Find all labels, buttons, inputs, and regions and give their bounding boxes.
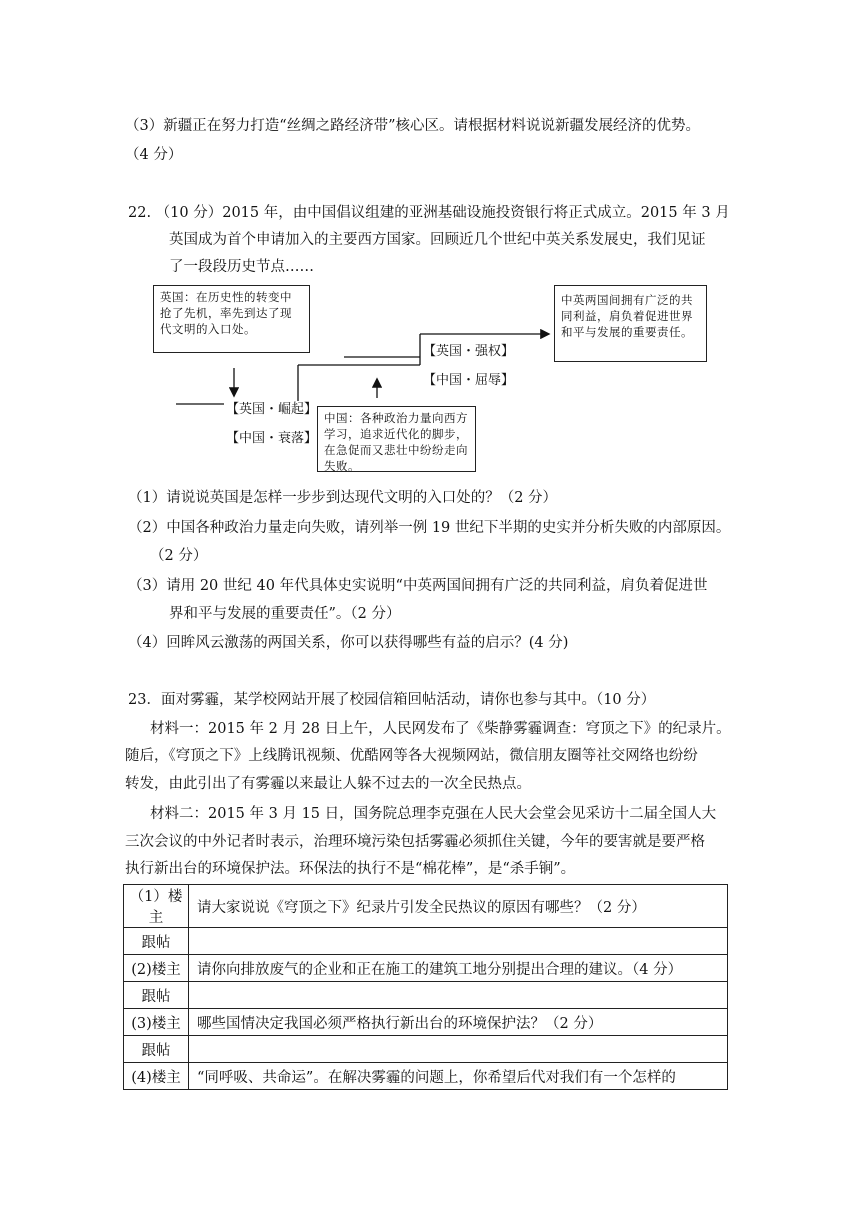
q23-material1-line2: 随后，《穹顶之下》上线腾讯视频、优酷网等各大视频网站，微信朋友圈等社交网络也纷纷 bbox=[125, 748, 698, 764]
row-role: 跟帖 bbox=[124, 928, 189, 955]
reply-field[interactable] bbox=[189, 928, 728, 955]
row-role: (3)楼主 bbox=[124, 1009, 189, 1036]
box-china: 中国：各种政治力量向西方学习，追求近代化的脚步，在急促而又悲壮中纷纷走向失败。 bbox=[317, 406, 476, 472]
q23-material1-line3: 转发，由此引出了有雾霾以来最让人躲不过去的一次全民热点。 bbox=[125, 776, 531, 792]
label-uk-rise: 【英国・崛起】 bbox=[226, 402, 318, 417]
row-text: 哪些国情决定我国必须严格执行新出台的环境保护法？（2 分） bbox=[189, 1009, 728, 1036]
table-row bbox=[124, 1036, 728, 1063]
q22-line3: 了一段段历史节点…… bbox=[169, 259, 314, 275]
row-role: 跟帖 bbox=[124, 1036, 189, 1063]
forum-table bbox=[123, 884, 728, 1090]
table-row bbox=[124, 885, 728, 928]
q22-sub4: （4）回眸风云激荡的两国关系，你可以获得哪些有益的启示？(4 分) bbox=[128, 635, 569, 651]
q23-material2-line1: 材料二：2015 年 3 月 15 日，国务院总理李克强在人民大会堂会见采访十二届全国人大 bbox=[150, 806, 717, 822]
q23-material1-line1: 材料一：2015 年 2 月 28 日上午，人民网发布了《柴静雾霾调查：穹顶之下》的纪录片。 bbox=[150, 721, 731, 737]
q23-line1: 23．面对雾霾，某学校网站开展了校园信箱回帖活动，请你也参与其中。（10 分） bbox=[128, 692, 656, 708]
row-text: “同呼吸、共命运”。在解决雾霾的问题上，你希望后代对我们有一个怎样的 bbox=[189, 1063, 728, 1090]
row-text: 请大家说说《穹顶之下》纪录片引发全民热议的原因有哪些？（2 分） bbox=[189, 885, 728, 928]
row-role: 跟帖 bbox=[124, 982, 189, 1009]
row-role: （1）楼主 bbox=[124, 885, 189, 928]
box-common-interest: 中英两国间拥有广泛的共同利益，肩负着促进世界和平与发展的重要责任。 bbox=[554, 285, 707, 362]
q22-line1: 22. （10 分）2015 年，由中国倡议组建的亚洲基础设施投资银行将正式成立。2015 年 3 月 bbox=[128, 205, 730, 221]
row-role: (2)楼主 bbox=[124, 955, 189, 982]
q22-sub3-line1: （3）请用 20 世纪 40 年代具体史实说明“中英两国间拥有广泛的共同利益，肩负着促进世 bbox=[128, 578, 708, 594]
q22-sub3-line2: 界和平与发展的重要责任”。（2 分） bbox=[169, 606, 401, 622]
row-role: (4)楼主 bbox=[124, 1063, 189, 1090]
box-britain: 英国：在历史性的转变中抢了先机，率先到达了现代文明的入口处。 bbox=[153, 285, 310, 353]
q23-material2-line2: 三次会议的中外记者时表示，治理环境污染包括雾霾必须抓住关键，今年的要害就是要严格 bbox=[125, 834, 705, 850]
label-uk-power: 【英国・强权】 bbox=[423, 344, 515, 359]
label-cn-decline: 【中国・衰落】 bbox=[226, 431, 318, 446]
q21-sub3-line1: （3）新疆正在努力打造“丝绸之路经济带”核心区。请根据材料说说新疆发展经济的优势。 bbox=[125, 118, 701, 134]
q22-line2: 英国成为首个申请加入的主要西方国家。回顾近几个世纪中英关系发展史，我们见证 bbox=[169, 232, 706, 248]
table-row bbox=[124, 955, 728, 982]
table-row bbox=[124, 1009, 728, 1036]
table-row bbox=[124, 928, 728, 955]
q21-sub3-line2: （4 分） bbox=[125, 147, 183, 163]
q23-material2-line3: 执行新出台的环境保护法。环保法的执行不是“棉花棒”，是“杀手锏”。 bbox=[125, 861, 576, 877]
label-cn-humiliation: 【中国・屈辱】 bbox=[423, 373, 515, 388]
q22-sub2-line2: （2 分） bbox=[150, 548, 208, 564]
reply-field[interactable] bbox=[189, 982, 728, 1009]
q22-sub2-line1: （2）中国各种政治力量走向失败，请列举一例 19 世纪下半期的史实并分析失败的内部原因。 bbox=[128, 520, 731, 536]
row-text: 请你向排放废气的企业和正在施工的建筑工地分别提出合理的建议。（4 分） bbox=[189, 955, 728, 982]
reply-field[interactable] bbox=[189, 1036, 728, 1063]
table-row bbox=[124, 1063, 728, 1090]
q22-sub1: （1）请说说英国是怎样一步步到达现代文明的入口处的？（2 分） bbox=[128, 490, 558, 506]
table-row bbox=[124, 982, 728, 1009]
